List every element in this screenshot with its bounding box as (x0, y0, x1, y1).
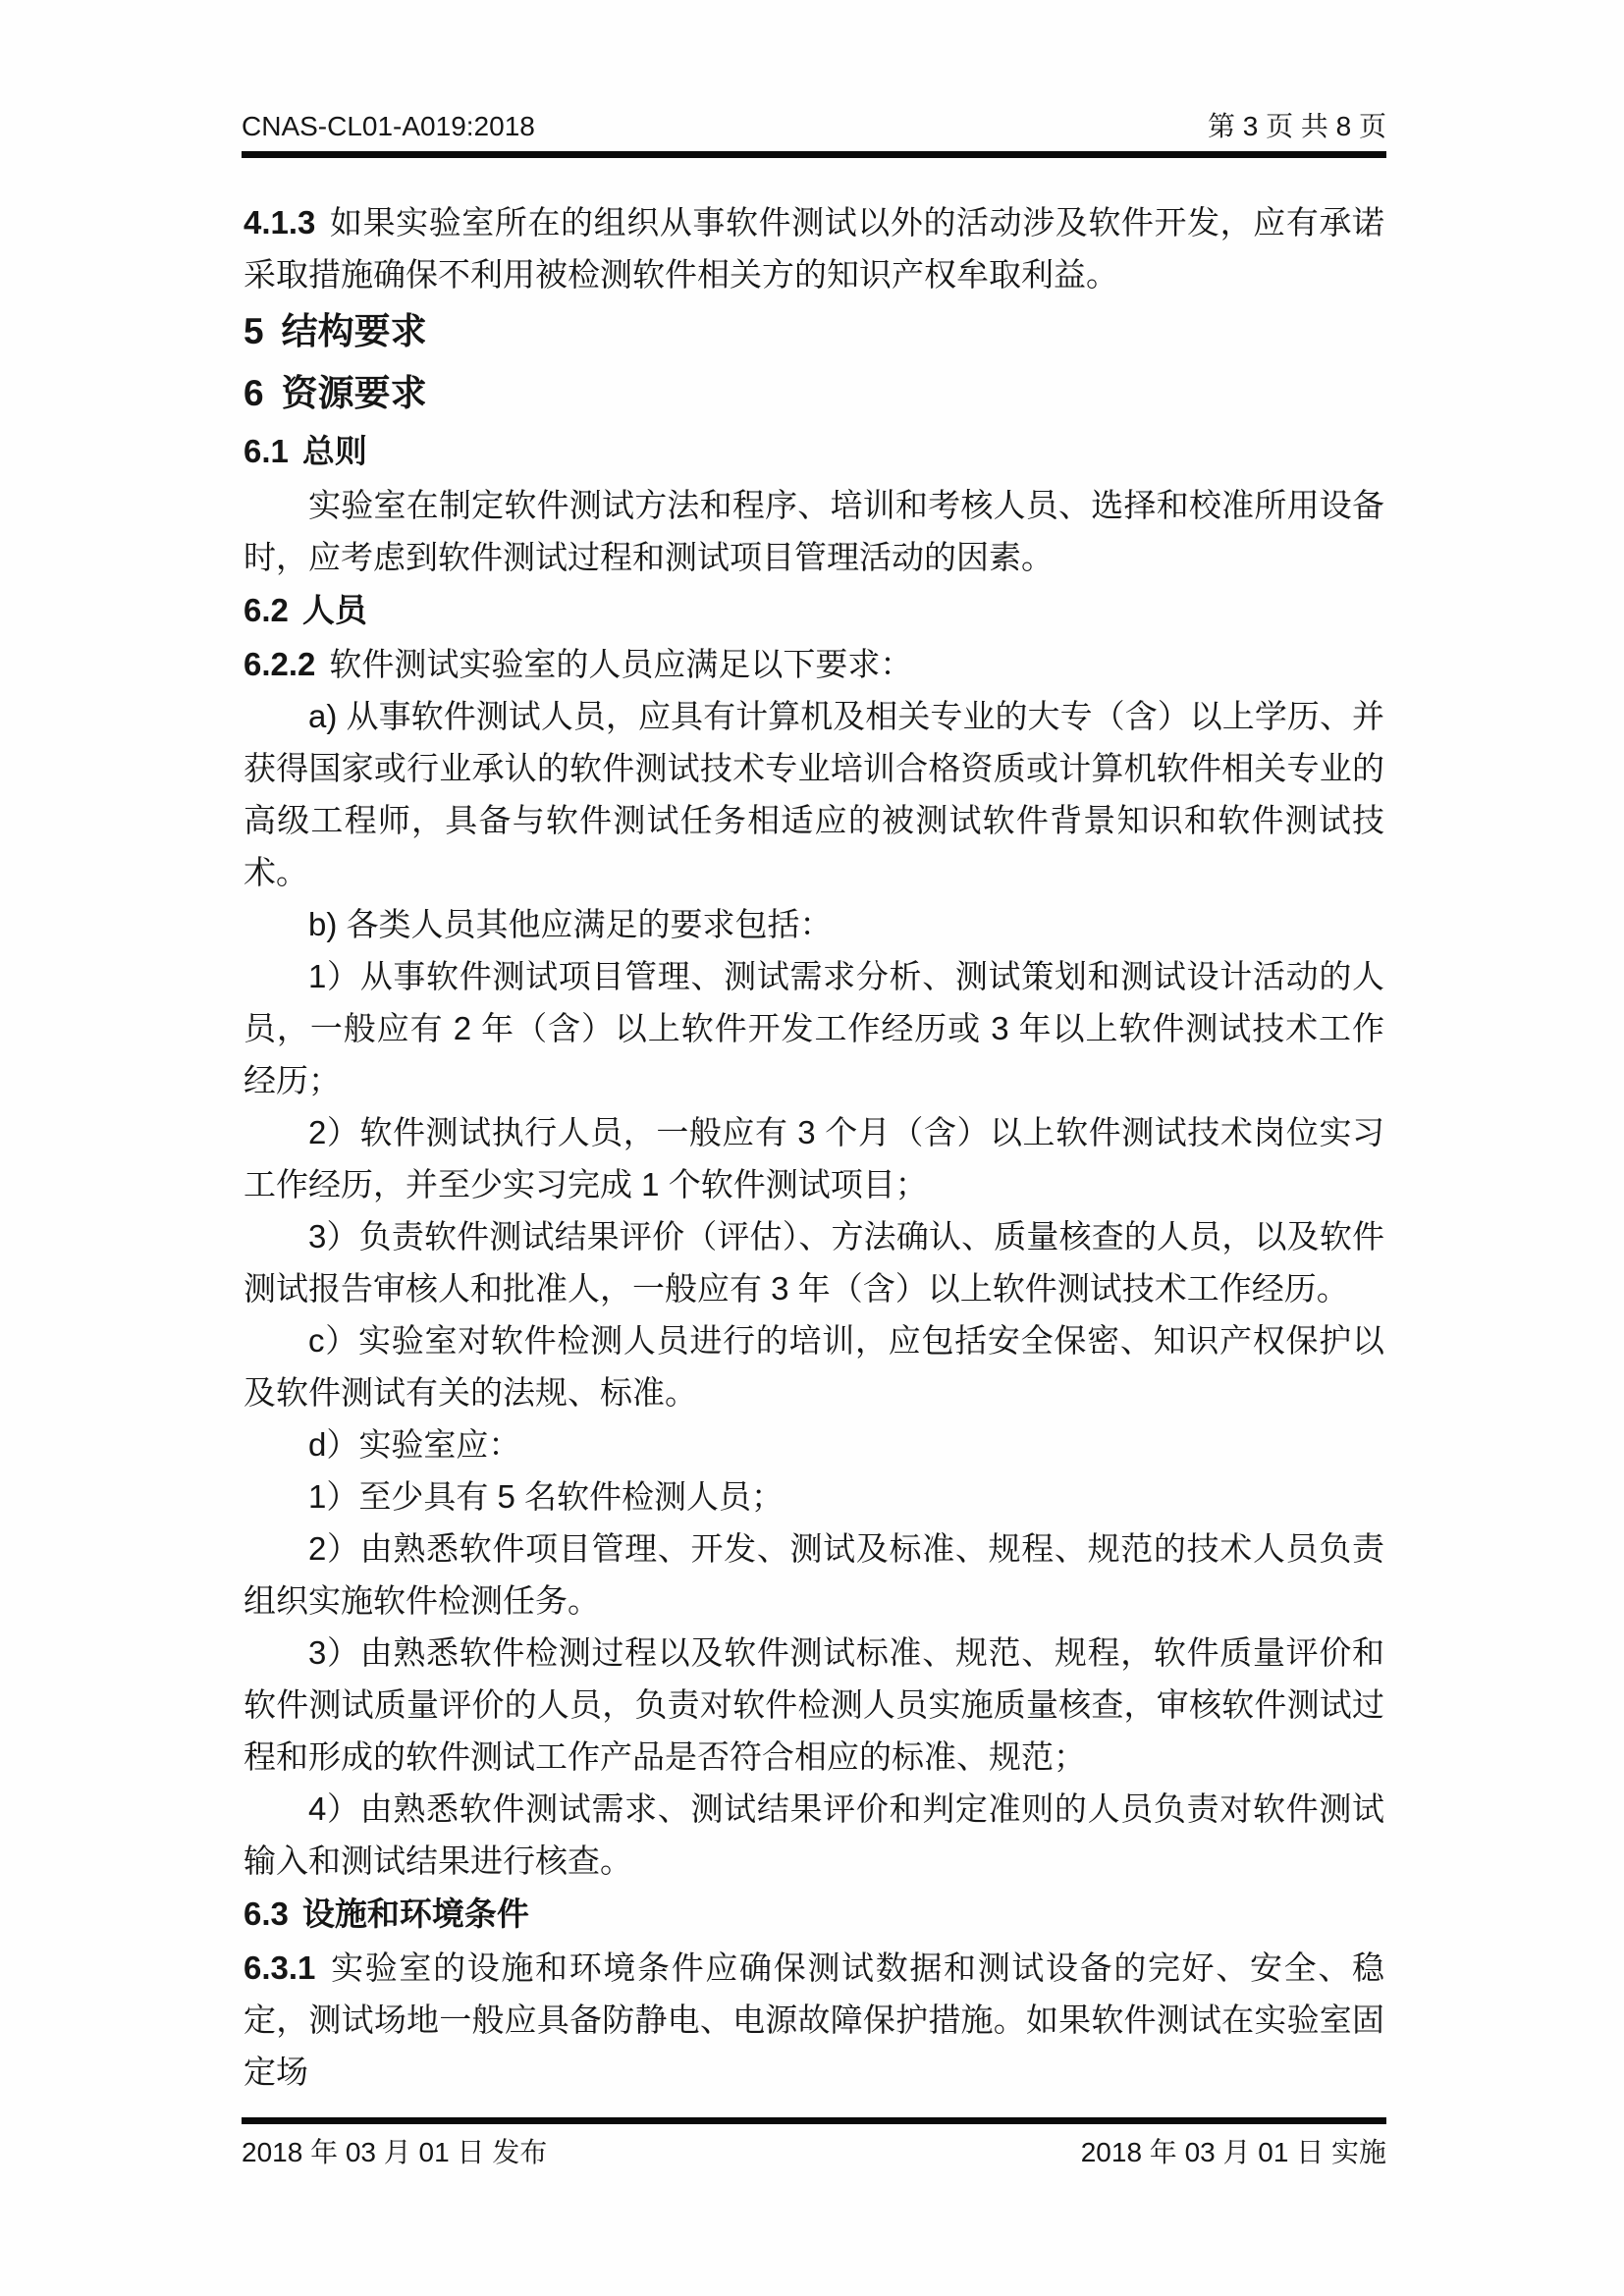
release-date: 2018 年 03 月 01 日 发布 (242, 2137, 548, 2167)
paragraph-text: 人员 (301, 592, 367, 628)
body-paragraph (244, 690, 1384, 898)
page-indicator: 第 3 页 共 8 页 (1207, 111, 1386, 141)
body-paragraph (244, 1314, 1384, 1418)
sub-heading (244, 583, 1384, 638)
body-paragraph (244, 1106, 1384, 1210)
document-body (244, 196, 1384, 2098)
paragraph-text: b) 各类人员其他应满足的要求包括： (308, 906, 833, 942)
clause-number: 6 (244, 373, 264, 413)
body-paragraph (244, 1522, 1384, 1627)
paragraph-text: c）实验室对软件检测人员进行的培训，应包括安全保密、知识产权保护以及软件测试有关的法规、标准。 (244, 1322, 1384, 1411)
sub-heading (244, 1887, 1384, 1942)
clause-number: 6.3.1 (244, 1949, 316, 1986)
paragraph-text: 1）至少具有 5 名软件检测人员； (308, 1478, 785, 1515)
clause-number: 4.1.3 (244, 204, 316, 240)
paragraph-text: d）实验室应： (308, 1426, 521, 1463)
body-paragraph (244, 950, 1384, 1106)
body-paragraph (244, 1627, 1384, 1783)
document-code: CNAS-CL01-A019:2018 (242, 111, 535, 141)
paragraph-text: 资源要求 (281, 373, 427, 413)
paragraph-text: 1）从事软件测试项目管理、测试需求分析、测试策划和测试设计活动的人员，一般应有 2 年（含）以上软件开发工作经历或 3 年以上软件测试技术工作经历； (244, 958, 1384, 1098)
clause-paragraph (244, 638, 1384, 690)
section-heading (244, 300, 1384, 362)
clause-number: 6.2 (244, 592, 289, 628)
section-heading (244, 362, 1384, 424)
paragraph-text: 2）由熟悉软件项目管理、开发、测试及标准、规程、规范的技术人员负责组织实施软件检测任务。 (244, 1530, 1384, 1619)
page-header (242, 110, 1386, 158)
implementation-date: 2018 年 03 月 01 日 实施 (1080, 2137, 1386, 2167)
paragraph-text: 4）由熟悉软件测试需求、测试结果评价和判定准则的人员负责对软件测试输入和测试结果进行核查。 (244, 1790, 1384, 1879)
paragraph-text: 结构要求 (281, 311, 427, 351)
clause-number: 5 (244, 311, 264, 351)
clause-paragraph (244, 196, 1384, 300)
paragraph-text: 实验室在制定软件测试方法和程序、培训和考核人员、选择和校准所用设备时，应考虑到软件测试过程和测试项目管理活动的因素。 (244, 487, 1384, 575)
clause-number: 6.3 (244, 1896, 289, 1932)
body-paragraph (244, 1470, 1384, 1522)
page-footer (242, 2117, 1386, 2169)
body-paragraph (244, 1210, 1384, 1314)
body-paragraph (244, 1418, 1384, 1470)
paragraph-text: 2）软件测试执行人员，一般应有 3 个月（含）以上软件测试技术岗位实习工作经历，并至少实习完成 1 个软件测试项目； (244, 1114, 1384, 1202)
paragraph-text: 设施和环境条件 (301, 1896, 529, 1932)
body-paragraph (244, 479, 1384, 583)
clause-number: 6.1 (244, 433, 289, 469)
clause-number: 6.2.2 (244, 646, 316, 682)
paragraph-text: 3）负责软件测试结果评价（评估）、方法确认、质量核查的人员，以及软件测试报告审核人和批准人，一般应有 3 年（含）以上软件测试技术工作经历。 (244, 1218, 1384, 1307)
sub-heading (244, 424, 1384, 479)
paragraph-text: 如果实验室所在的组织从事软件测试以外的活动涉及软件开发，应有承诺采取措施确保不利用被检测软件相关方的知识产权牟取利益。 (244, 204, 1384, 293)
clause-paragraph (244, 1942, 1384, 2098)
paragraph-text: 总则 (301, 433, 367, 469)
body-paragraph (244, 1783, 1384, 1887)
paragraph-text: 软件测试实验室的人员应满足以下要求： (329, 646, 913, 682)
paragraph-text: 实验室的设施和环境条件应确保测试数据和测试设备的完好、安全、稳定，测试场地一般应具备防静电、电源故障保护措施。如果软件测试在实验室固定场 (244, 1949, 1384, 2090)
paragraph-text: 3）由熟悉软件检测过程以及软件测试标准、规范、规程，软件质量评价和软件测试质量评价的人员，负责对软件检测人员实施质量核查，审核软件测试过程和形成的软件测试工作产品是否符合相应的标准、规范； (244, 1634, 1384, 1775)
paragraph-text: a) 从事软件测试人员，应具有计算机及相关专业的大专（含）以上学历、并获得国家或行业承认的软件测试技术专业培训合格资质或计算机软件相关专业的高级工程师，具备与软件测试任务相适应的被测试软件背景知识和软件测试技术。 (244, 698, 1384, 890)
body-paragraph (244, 898, 1384, 950)
